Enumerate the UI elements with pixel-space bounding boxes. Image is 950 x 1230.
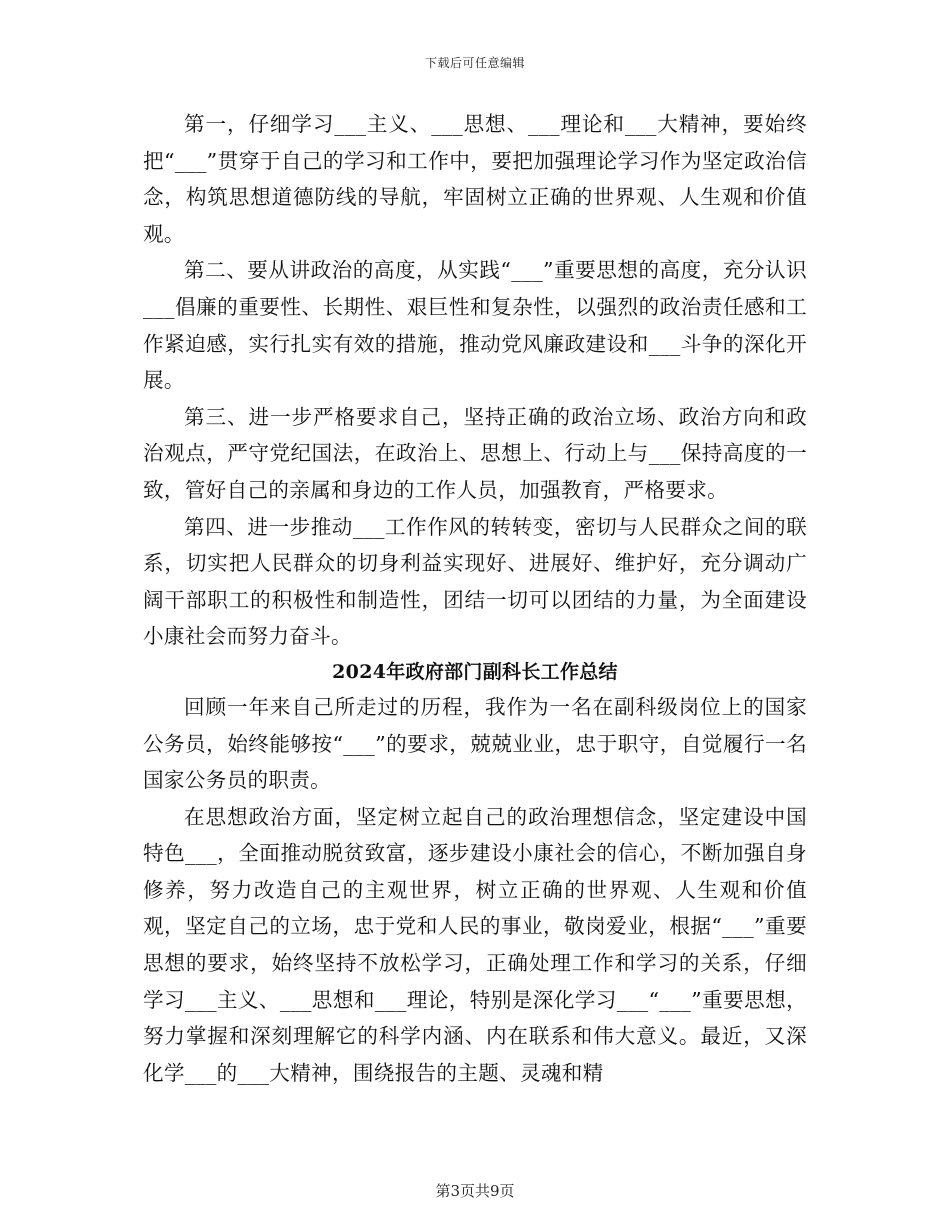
paragraph-6: 在思想政治方面，坚定树立起自己的政治理想信念，坚定建设中国特色___，全面推动脱贫致富，逐步建设小康社会的信心，不断加强自身修养，努力改造自己的主观世界，树立正确的世界观、人生观和价值观，坚定自己的立场，忠于党和人民的事业，敬岗爱业，根据“___”重要思想的要求，始终坚持不放松学习，正确处理工作和学习的关系，仔细学习___主义、___思想和___理论，特别是深化学习___“___”重要思想，努力掌握和深刻理解它的科学内涵、内在联系和伟大意义。最近，又深化学___的___大精神，围绕报告的主题、灵魂和精 — [143, 804, 807, 1085]
page-header: 下载后可任意编辑 — [424, 56, 525, 70]
paragraph-5: 回顾一年来自己所走过的历程，我作为一名在副科级岗位上的国家公务员，始终能够按“___”的要求，兢兢业业，忠于职守，自觉履行一名国家公务员的职责。 — [143, 694, 807, 793]
page-footer: 第3页共9页 — [435, 1182, 515, 1200]
paragraph-4: 第四、进一步推动___工作作风的转转变，密切与人民群众之间的联系，切实把人民群众的切身利益实现好、进展好、维护好，充分调动广阔干部职工的积极性和制造性，团结一切可以团结的力量，为全面建设小康社会而努力奋斗。 — [143, 514, 807, 649]
paragraph-2: 第二、要从讲政治的高度，从实践“___”重要思想的高度，充分认识___倡廉的重要性、长期性、艰巨性和复杂性，以强烈的政治责任感和工作紧迫感，实行扎实有效的措施，推动党风廉政建设和___斗争的深化开展。 — [143, 258, 807, 393]
section-title: 2024年政府部门副科长工作总结 — [332, 660, 618, 683]
document-body — [143, 106, 807, 1091]
paragraph-3: 第三、进一步严格要求自己，坚持正确的政治立场、政治方向和政治观点，严守党纪国法，在政治上、思想上、行动上与___保持高度的一致，管好自己的亲属和身边的工作人员，加强教育，严格要求。 — [143, 404, 807, 502]
paragraph-1: 第一，仔细学习___主义、___思想、___理论和___大精神，要始终把“___”贯穿于自己的学习和工作中，要把加强理论学习作为坚定政治信念，构筑思想道德防线的导航，牢固树立正确的世界观、人生观和价值观。 — [143, 112, 807, 246]
